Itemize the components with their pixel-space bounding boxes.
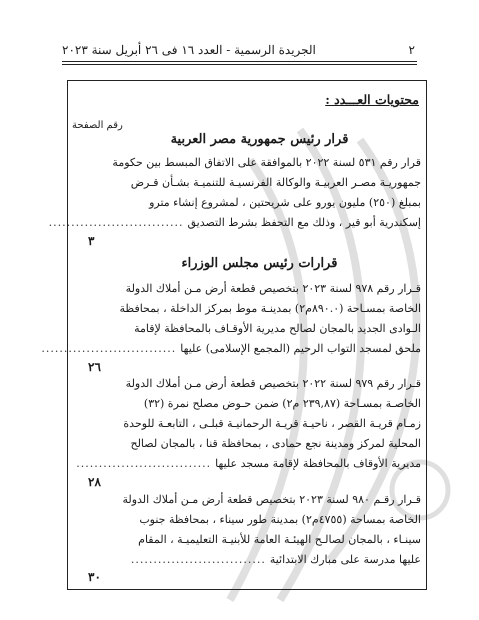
contents-title: محتويات العـــدد :	[325, 92, 419, 107]
entry-line: قـرار رقم ٩٧٩ لسنة ٢٠٢٢ بتخصيص قطعة أرض مـن أملاك الدولة	[125, 377, 421, 390]
entry-line: عليها مدرسة على مبارك الابتدائية	[269, 553, 421, 566]
section-title-cabinet: قرارات رئيس مجلس الوزراء	[181, 256, 338, 271]
entry-page-number: ٣	[88, 234, 95, 248]
leader-dots: ..............................	[41, 342, 177, 355]
contents-entry-1	[48, 153, 421, 233]
header-rule-bottom	[62, 64, 417, 65]
entry-line: جمهوريـة مصـر العربيـة والوكالة الفرنسيـة للتنميـة بشـأن قـرض	[130, 176, 421, 189]
section-title-president: قرار رئيس جمهورية مصر العربية	[170, 132, 349, 147]
entry-line: مديرية الأوقاف بالمحافظة لإقامة مسجد عليها	[215, 457, 421, 470]
leader-dots: ..............................	[130, 553, 266, 566]
entry-line: الخاصة بمساحة (٤٧٥٥م٢) بمدينة طور سيناء ، بمحافظة جنوب	[139, 513, 421, 526]
entry-line: زمـام قريـة القصر ، ناحيـة قريـة الرحمانيـة قبلـى ، التابعـة للوحدة	[123, 417, 421, 430]
header-page-number: ٢	[408, 43, 415, 57]
entry-page-number: ٢٦	[88, 360, 101, 374]
leader-dots: ..............................	[76, 457, 212, 470]
entry-line: الخاصـة بمسـاحة (٢٣٩,٨٧ م٢) ضمن حـوض مصلح نمرة (٣٢)	[143, 397, 421, 410]
leader-dots: ..............................	[48, 216, 184, 229]
entry-line: إسكندرية أبو قير ، وذلك مع التحفظ بشرط التصديق	[187, 216, 421, 229]
entry-line: قرار رقم ٥٣١ لسنة ٢٠٢٢ بالموافقة على الاتفاق المبسط بين حكومة	[112, 156, 421, 169]
entry-line: سينـاء ، بالمجان لصالـح الهيئـة العامة للأبنيـة التعليميـة ، المقام	[138, 533, 421, 546]
header-gazette-line: الجريدة الرسمية - العدد ١٦ فى ٢٦ أبريل سنة ٢٠٢٣	[62, 43, 316, 57]
page-header	[62, 40, 415, 60]
contents-entry-4	[70, 490, 421, 570]
entry-line: قـرار رقـم ٩٨٠ لسنة ٢٠٢٣ بتخصيص قطعة أرض مـن أملاك الدولة	[122, 493, 421, 506]
page-column-label: رقم الصفحة	[72, 120, 123, 131]
entry-line: الـوادى الجديد بالمجان لصالح مديرية الأوقـاف بالمحافظة لإقامة	[134, 322, 421, 335]
contents-entry-2	[41, 279, 421, 359]
entry-page-number: ٢٨	[88, 475, 101, 489]
entry-line: ملحق لمسجد التواب الرحيم (المجمع الإسلامى) عليها	[180, 342, 421, 355]
entry-page-number: ٣٠	[88, 570, 101, 584]
entry-line: المحلية لمركز ومدينة نجع حمادى ، بمحافظة قنا ، بالمجان لصالح	[130, 437, 421, 450]
contents-entry-3	[70, 374, 421, 474]
entry-line: قـرار رقم ٩٧٨ لسنة ٢٠٢٣ بتخصيص قطعة أرض مـن أملاك الدولة	[125, 282, 421, 295]
entry-line: بمبلغ (٢٥٠) مليون يورو على شريحتين ، لمشروع إنشاء مترو	[149, 196, 421, 209]
header-rule-top	[62, 61, 417, 62]
entry-line: الخاصة بمسـاحة (٨٩٠.٠م٢) بمدينـة موط بمركز الداخلة ، بمحافظة	[119, 302, 421, 315]
